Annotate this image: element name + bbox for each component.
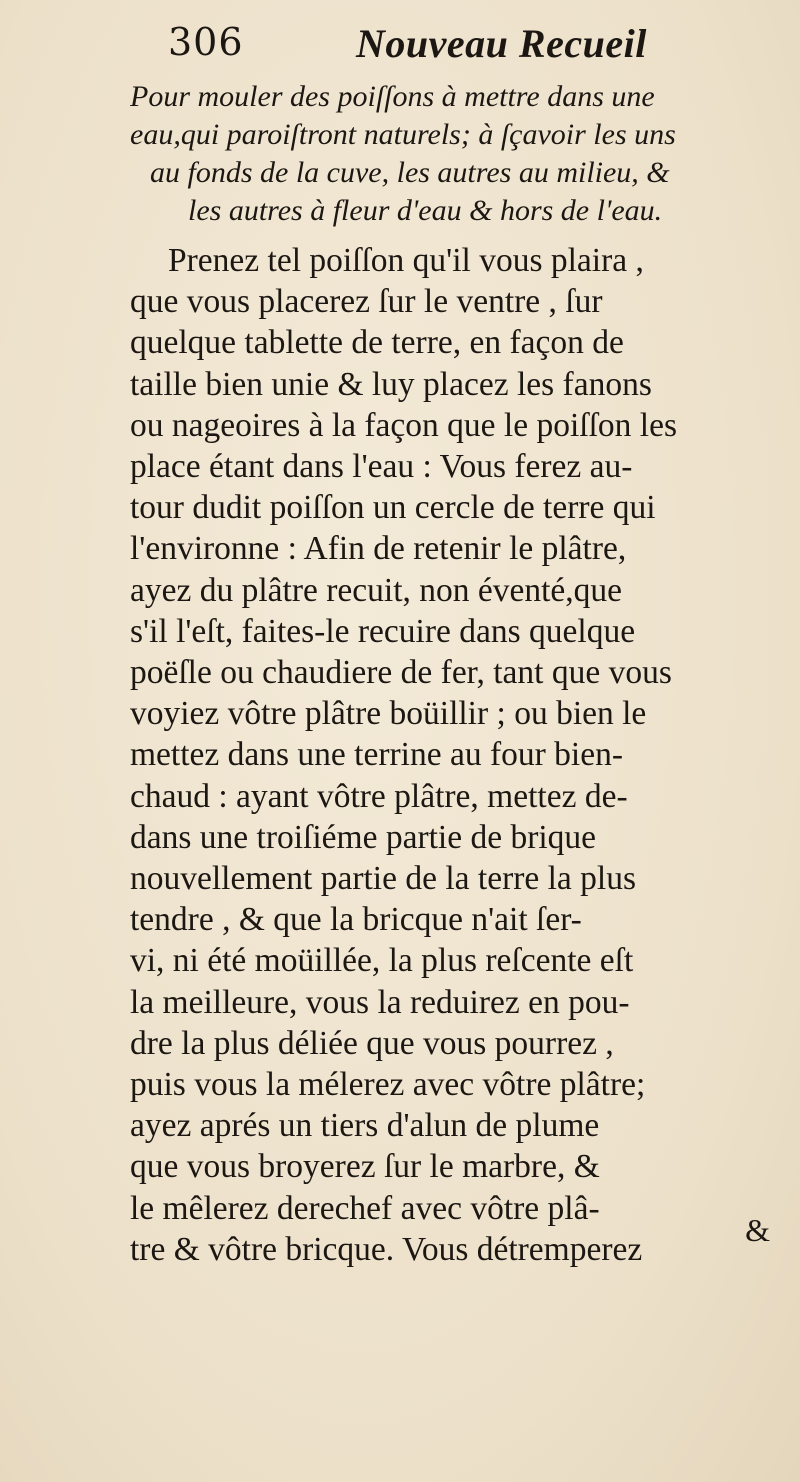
page-number: 306 [168, 20, 244, 64]
heading-line: au fonds de la cuve, les autres au milieu, & [150, 156, 670, 189]
text-line: poëſle ou chaudiere de fer, tant que vous [130, 654, 672, 692]
heading-line: eau,qui paroiſtront naturels; à ſçavoir les uns [130, 118, 676, 151]
text-line: puis vous la mélerez avec vôtre plâtre; [130, 1066, 646, 1104]
text-line: vi, ni été moüillée, la plus reſcente eſt [130, 942, 634, 980]
heading-line: les autres à fleur d'eau & hors de l'eau. [188, 194, 663, 227]
text-line: dans une troiſiéme partie de brique [130, 818, 597, 856]
text-line: nouvellement partie de la terre la plus [130, 860, 637, 898]
text-line: tendre , & que la bricque n'ait ſer- [130, 901, 582, 939]
text-line: que vous broyerez ſur le marbre, & [130, 1148, 600, 1186]
text-line: place étant dans l'eau : Vous ferez au- [130, 448, 633, 486]
text-line: tour dudit poiſſon un cercle de terre qui [130, 489, 656, 527]
text-line: ayez aprés un tiers d'alun de plume [130, 1107, 600, 1145]
running-title: Nouveau Recueil [356, 21, 647, 66]
text-line: la meilleure, vous la reduirez en pou- [130, 983, 630, 1021]
text-line: s'il l'eſt, faites-le recuire dans quelque [130, 612, 636, 650]
text-line: chaud : ayant vôtre plâtre, mettez de- [130, 777, 628, 815]
text-line: taille bien unie & luy placez les fanons [130, 365, 652, 403]
catchword: & [745, 1212, 770, 1248]
text-line: Prenez tel poiſſon qu'il vous plaira , [168, 242, 644, 279]
body-text [130, 240, 795, 1270]
text-line: l'environne : Afin de retenir le plâtre, [130, 530, 627, 568]
text-line: le mêlerez derechef avec vôtre plâ- [130, 1189, 600, 1227]
text-line: tre & vôtre bricque. Vous détremperez [130, 1230, 643, 1268]
text-line: que vous placerez ſur le ventre , ſur [130, 283, 603, 321]
text-line: ou nageoires à la façon que le poiſſon les [130, 406, 677, 444]
section-heading [130, 78, 795, 230]
text-line: ayez du plâtre recuit, non éventé,que [130, 571, 623, 609]
heading-line: Pour mouler des poiſſons à mettre dans une [130, 80, 655, 113]
text-line: mettez dans une terrine au four bien- [130, 736, 623, 774]
text-line: voyiez vôtre plâtre boüillir ; ou bien le [130, 695, 647, 733]
text-line: quelque tablette de terre, en façon de [130, 324, 624, 362]
page-header [168, 20, 728, 70]
text-line: dre la plus déliée que vous pourrez , [130, 1024, 614, 1062]
